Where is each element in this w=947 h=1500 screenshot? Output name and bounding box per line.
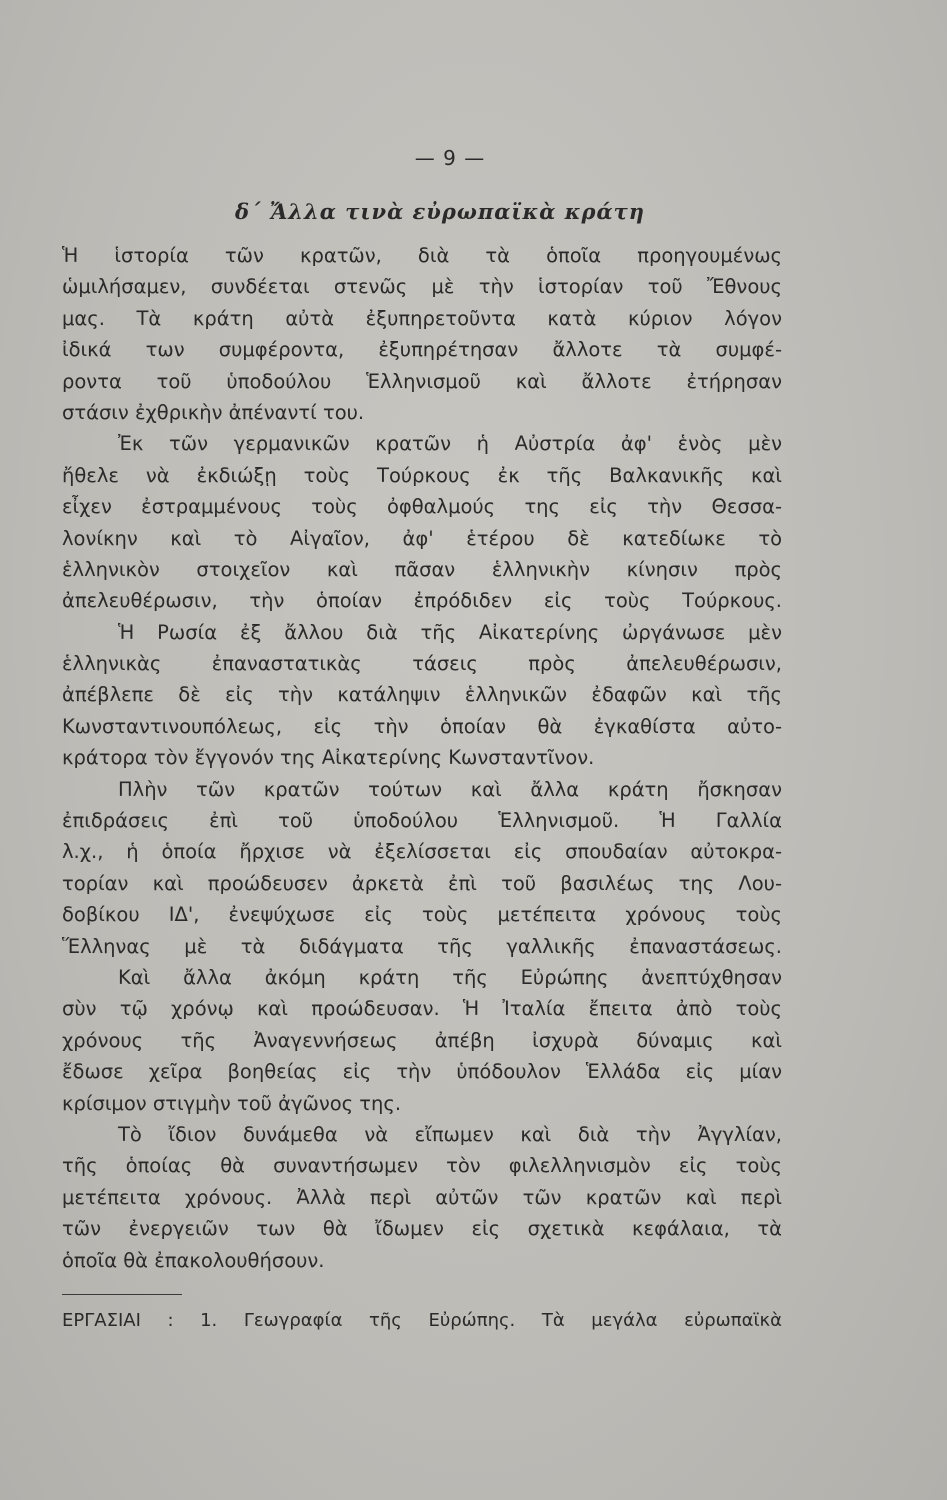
footnote: ΕΡΓΑΣΙΑΙ : 1. Γεωγραφία τῆς Εὐρώπης. Τὰ μεγάλα εὐρωπαϊκὰ <box>62 1310 782 1331</box>
footnote-divider <box>62 1294 182 1295</box>
text-line: ὡμιλήσαμεν, συνδέεται στενῶς μὲ τὴν ἱστορίαν τοῦ Ἔθνους <box>62 275 782 299</box>
text-line: ἤθελε νὰ ἐκδιώξῃ τοὺς Τούρκους ἐκ τῆς Βαλκανικῆς καὶ <box>62 463 782 487</box>
text-line: ἐπιδράσεις ἐπὶ τοῦ ὑποδούλου Ἑλληνισμοῦ. Ἡ Γαλλία <box>62 809 782 833</box>
text-line: χρόνους τῆς Ἀναγεννήσεως ἀπέβη ἰσχυρὰ δύναμις καὶ <box>62 1028 782 1052</box>
text-line: σὺν τῷ χρόνῳ καὶ προώδευσαν. Ἡ Ἰταλία ἔπειτα ἀπὸ τοὺς <box>62 997 782 1021</box>
text-line: κράτορα τὸν ἔγγονόν της Αἰκατερίνης Κωνσταντῖνον. <box>62 746 595 770</box>
text-line: ἀπέβλεπε δὲ εἰς τὴν κατάληψιν ἑλληνικῶν ἐδαφῶν καὶ τῆς <box>62 683 782 707</box>
text-line: μας. Τὰ κράτη αὐτὰ ἐξυπηρετοῦντα κατὰ κύριον λόγον <box>62 306 782 330</box>
section-title: δ΄ Ἄλλα τινὰ εὐρωπαϊκὰ κράτη <box>235 199 645 224</box>
text-line: ἑλληνικὸν στοιχεῖον καὶ πᾶσαν ἑλληνικὴν κίνησιν πρὸς <box>62 557 782 581</box>
text-line: ἀπελευθέρωσιν, τὴν ὁποίαν ἐπρόδιδεν εἰς τοὺς Τούρκους. <box>62 589 782 613</box>
text-line: Τὸ ἴδιον δυνάμεθα νὰ εἴπωμεν καὶ διὰ τὴν Ἀγγλίαν, <box>118 1122 782 1146</box>
text-line: λονίκην καὶ τὸ Αἰγαῖον, ἀφ' ἑτέρου δὲ κατεδίωκε τὸ <box>62 526 782 550</box>
text-line: Ἡ Ρωσία ἐξ ἄλλου διὰ τῆς Αἰκατερίνης ὠργάνωσε μὲν <box>118 620 782 644</box>
text-line: τορίαν καὶ προώδευσεν ἀρκετὰ ἐπὶ τοῦ βασιλέως της Λου- <box>62 871 782 895</box>
text-line: ἰδικά των συμφέροντα, ἐξυπηρέτησαν ἄλλοτε τὰ συμφέ- <box>62 338 782 362</box>
text-line: Καὶ ἄλλα ἀκόμη κράτη τῆς Εὐρώπης ἀνεπτύχθησαν <box>118 965 782 989</box>
text-line: δοβίκου ΙΔ', ἐνεψύχωσε εἰς τοὺς μετέπειτα χρόνους τοὺς <box>62 903 782 927</box>
text-line: Ἡ ἱστορία τῶν κρατῶν, διὰ τὰ ὁποῖα προηγουμένως <box>62 244 782 267</box>
text-line: τῆς ὁποίας θὰ συναντήσωμεν τὸν φιλελληνισμὸν εἰς τοὺς <box>62 1154 782 1178</box>
text-line: κρίσιμον στιγμὴν τοῦ ἀγῶνος της. <box>62 1091 402 1115</box>
text-line: Ἕλληνας μὲ τὰ διδάγματα τῆς γαλλικῆς ἐπαναστάσεως. <box>62 934 782 958</box>
page-number: — 9 — <box>414 146 486 170</box>
text-line: στάσιν ἐχθρικὴν ἀπέναντί του. <box>62 400 365 424</box>
text-line: Κωνσταντινουπόλεως, εἰς τὴν ὁποίαν θὰ ἐγκαθίστα αὐτο- <box>62 714 782 738</box>
text-line: τῶν ἐνεργειῶν των θὰ ἴδωμεν εἰς σχετικὰ κεφάλαια, τὰ <box>62 1217 782 1241</box>
text-line: Πλὴν τῶν κρατῶν τούτων καὶ ἄλλα κράτη ἤσκησαν <box>118 777 782 801</box>
text-line: Ἐκ τῶν γερμανικῶν κρατῶν ἡ Αὐστρία ἀφ' ἑνὸς μὲν <box>118 432 782 456</box>
body-text <box>62 240 782 1276</box>
text-line: ὁποῖα θὰ ἐπακολουθήσουν. <box>62 1248 325 1272</box>
text-line: ἔδωσε χεῖρα βοηθείας εἰς τὴν ὑπόδουλον Ἑλλάδα εἰς μίαν <box>62 1060 782 1084</box>
text-line: μετέπειτα χρόνους. Ἀλλὰ περὶ αὐτῶν τῶν κρατῶν καὶ περὶ <box>62 1185 782 1209</box>
text-line: ἑλληνικὰς ἐπαναστατικὰς τάσεις πρὸς ἀπελευθέρωσιν, <box>62 652 782 676</box>
text-line: λ.χ., ἡ ὁποία ἤρχισε νὰ ἐξελίσσεται εἰς σπουδαίαν αὐτοκρα- <box>62 840 782 864</box>
text-line: εἶχεν ἐστραμμένους τοὺς ὀφθαλμούς της εἰς τὴν Θεσσα- <box>62 495 782 519</box>
text-line: ροντα τοῦ ὑποδούλου Ἑλληνισμοῦ καὶ ἄλλοτε ἐτήρησαν <box>62 369 782 393</box>
